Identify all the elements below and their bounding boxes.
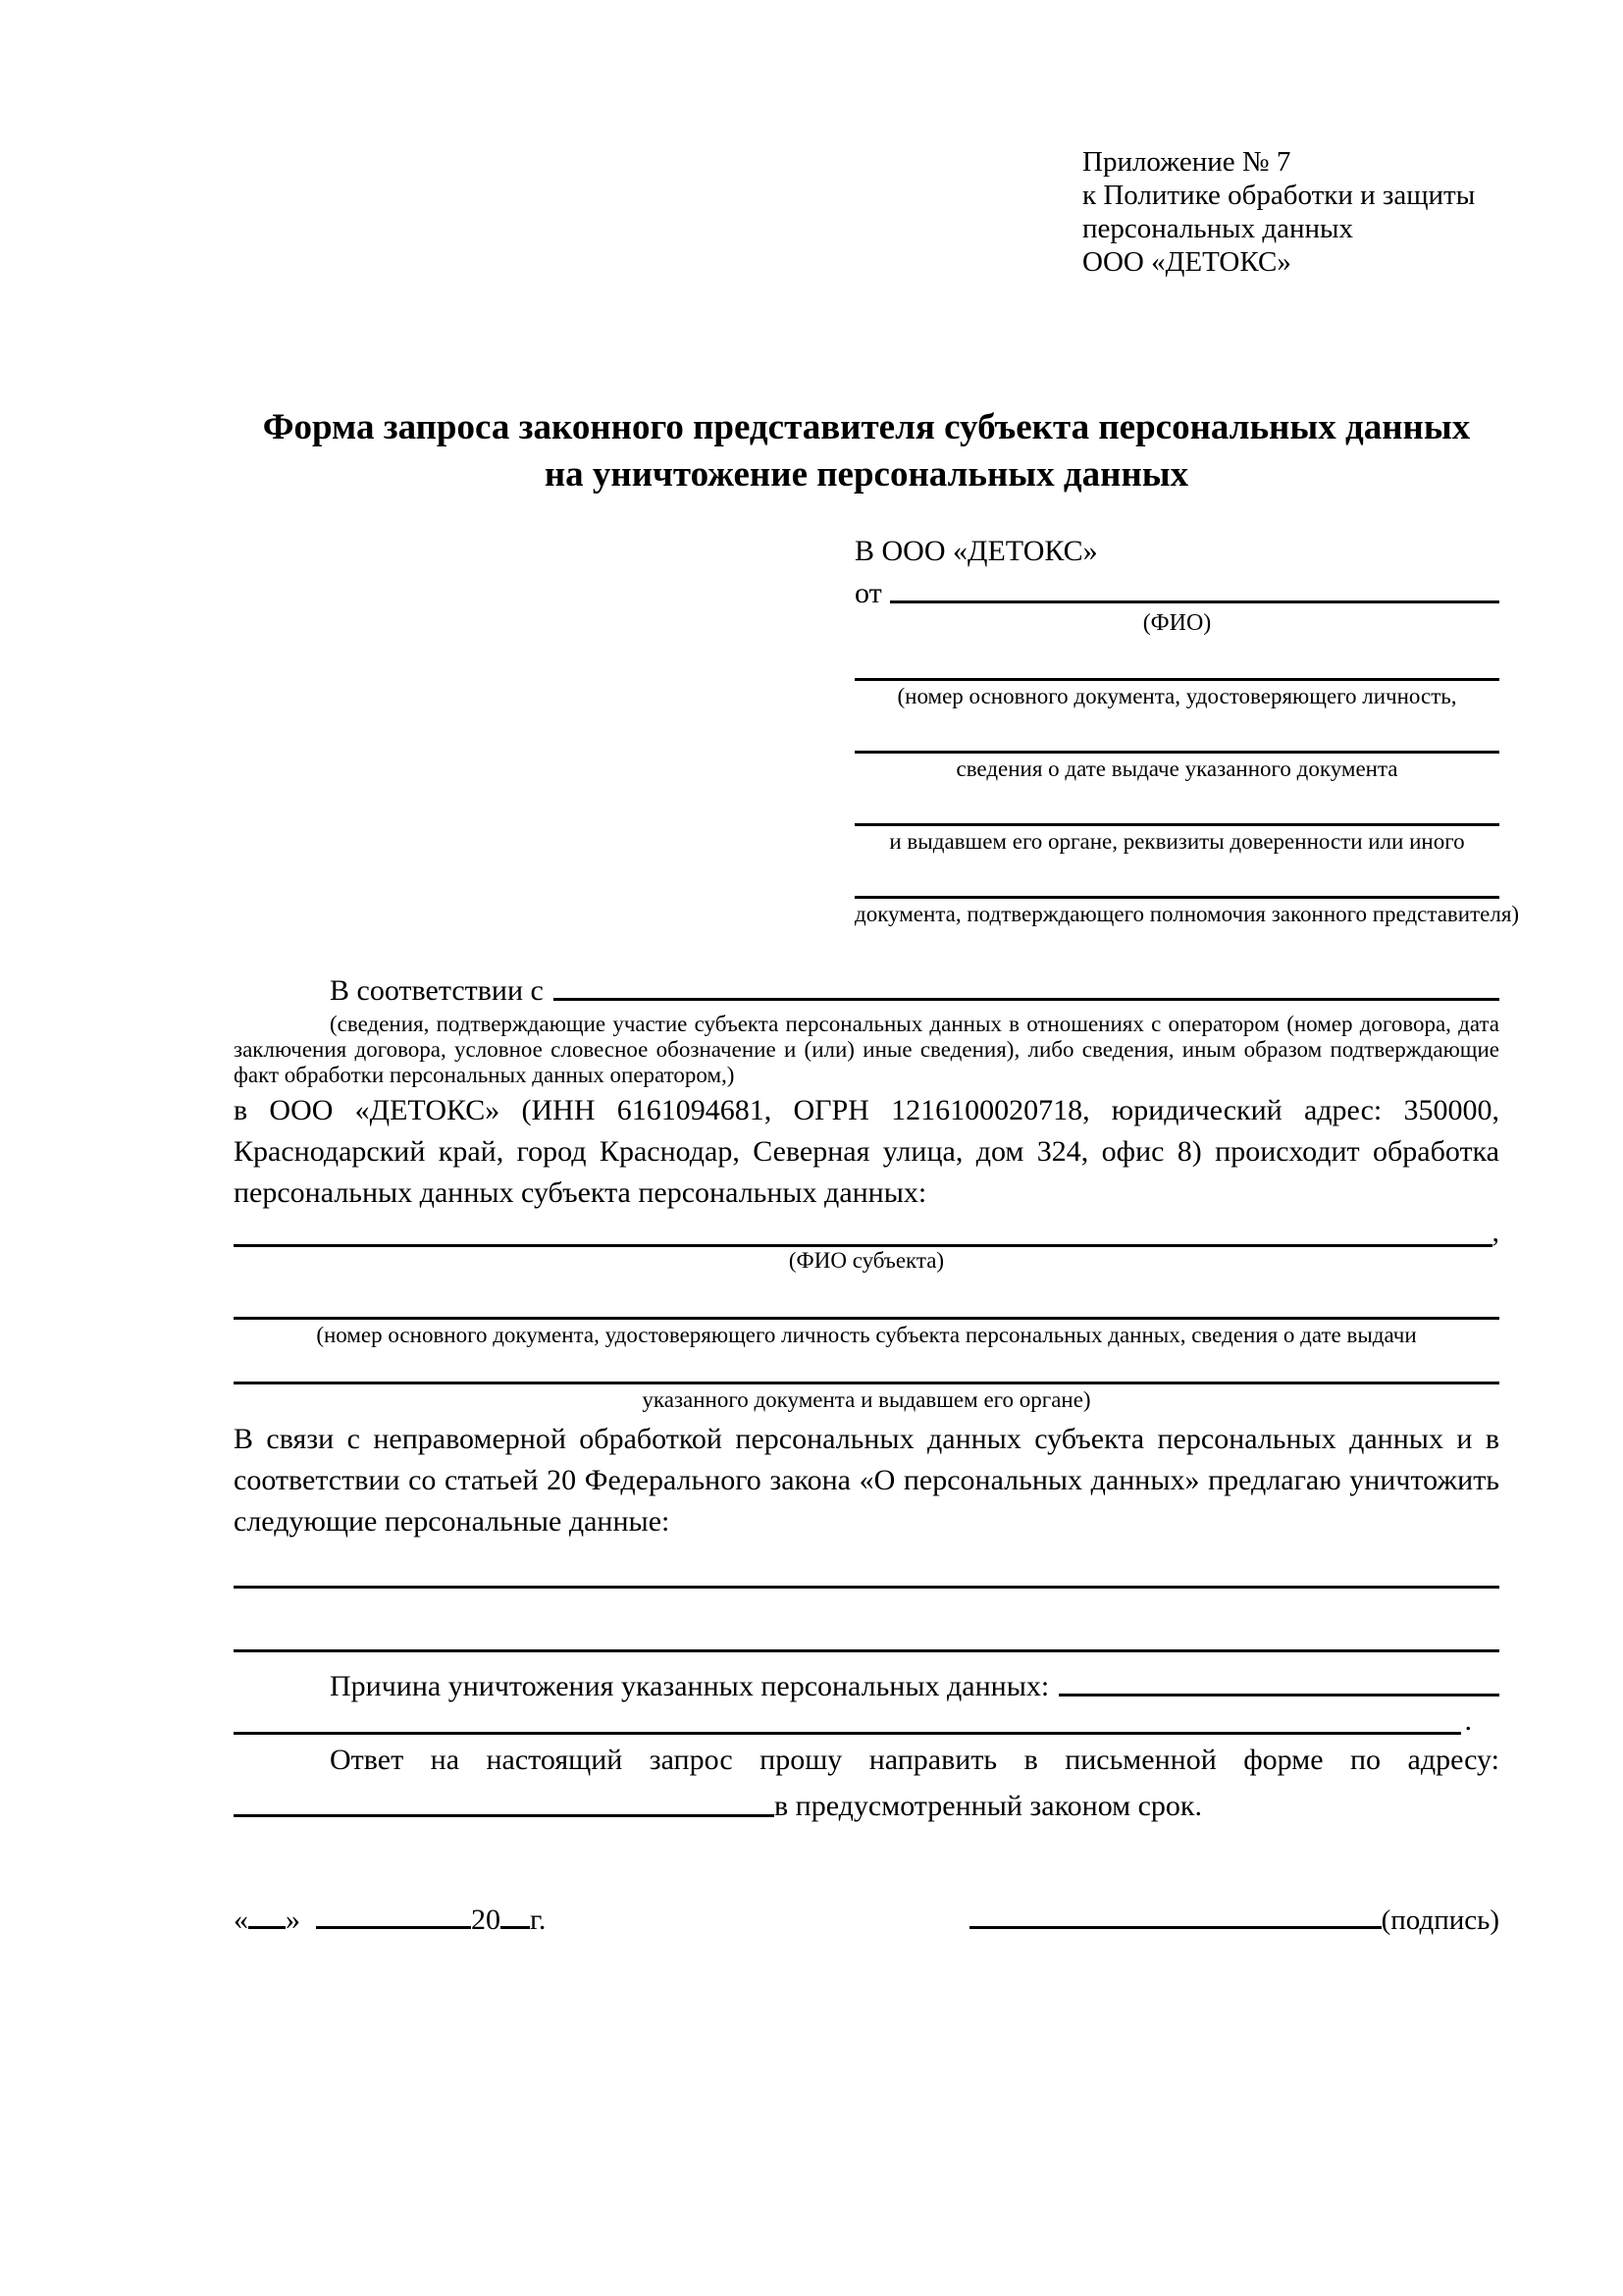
date-field <box>234 1904 546 1937</box>
subject-doc-blank-line-2 <box>234 1352 1499 1384</box>
representative-doc-blank-line-2 <box>855 717 1499 754</box>
year-blank-line <box>500 1924 530 1929</box>
document-content <box>234 0 1520 1949</box>
address-row <box>234 1782 1499 1823</box>
signature-field <box>969 1904 1499 1937</box>
accordance-label: В соответствии с <box>330 974 544 1007</box>
representative-doc-blank-line-3 <box>855 790 1499 826</box>
address-blank-line <box>234 1814 774 1817</box>
answer-tail-text: в предусмотренный законом срок. <box>774 1790 1202 1822</box>
from-row <box>855 571 1499 610</box>
signature-blank-line <box>969 1924 1382 1929</box>
appendix-note-line-1: Приложение № 7 <box>1082 146 1291 178</box>
subject-fio-row <box>234 1214 1499 1247</box>
reason-continuation-blank-line <box>234 1732 1461 1735</box>
representative-fio-blank-line <box>890 600 1499 603</box>
date-close-quote: » <box>286 1904 300 1936</box>
reason-label: Причина уничтожения указанных персональных данных: <box>330 1670 1050 1702</box>
appendix-note-line-2: к Политике обработки и защиты <box>1082 180 1476 211</box>
subject-fio-comma: , <box>1492 1216 1499 1248</box>
accordance-row <box>234 966 1499 1008</box>
answer-paragraph: Ответ на настоящий запрос прошу направить в письменной форме по адресу: <box>330 1744 1499 1776</box>
appendix-note <box>1082 0 1499 279</box>
subject-fio-caption: (ФИО субъекта) <box>788 1248 945 1273</box>
recipient-block <box>855 532 1520 927</box>
representative-doc-caption-4: документа, подтверждающего полномочия законного представителя) <box>855 902 1520 926</box>
month-blank-line <box>316 1924 471 1929</box>
subject-doc-caption-1: (номер основного документа, удостоверяющего личность субъекта персональных данных, сведения о дате выдачи <box>316 1323 1417 1347</box>
demand-paragraph: В связи с неправомерной обработкой персональных данных субъекта персональных данных и в соответствии со статьей 20 Федерального закона «О персональных данных» предлагаю уничтожить следующие персональные данные: <box>234 1423 1499 1538</box>
year-suffix: г. <box>530 1904 547 1936</box>
document-title-line-1: Форма запроса законного представителя субъекта персональных данных <box>262 407 1471 447</box>
year-prefix: 20 <box>471 1904 500 1936</box>
representative-doc-blank-line-4 <box>855 862 1499 899</box>
representative-doc-blank-line-1 <box>855 645 1499 681</box>
appendix-note-line-3: персональных данных <box>1082 213 1354 244</box>
representative-doc-caption-3: и выдавшем его органе, реквизиты доверенности или иного <box>889 829 1465 854</box>
representative-doc-group-2 <box>855 717 1499 782</box>
accordance-footnote: (сведения, подтверждающие участие субъекта персональных данных в отношениях с оператором (номер договора, дата заключения договора, условное словесное обозначение и (или) иные сведения), либо сведения, иным образом подтверждающие факт обработки персональных данных оператором,) <box>234 1012 1499 1087</box>
from-label: от <box>855 577 882 609</box>
reason-blank-line <box>1059 1694 1499 1696</box>
representative-doc-group-4 <box>855 862 1520 927</box>
subject-doc-blank-line-1 <box>234 1287 1499 1320</box>
representative-fio-caption: (ФИО) <box>1142 610 1212 636</box>
data-to-destroy-blank-line-2 <box>234 1618 1499 1652</box>
reason-row <box>234 1660 1499 1703</box>
data-to-destroy-blank-line-1 <box>234 1554 1499 1589</box>
appendix-note-line-4: ООО «ДЕТОКС» <box>1082 246 1291 278</box>
representative-doc-group-1 <box>855 645 1499 709</box>
representative-doc-group-3 <box>855 790 1499 855</box>
date-open-quote: « <box>234 1904 248 1936</box>
footer-row <box>234 1904 1499 1949</box>
signature-caption: (подпись) <box>1381 1905 1499 1936</box>
reason-continuation-row <box>234 1703 1499 1735</box>
representative-doc-caption-2: сведения о дате выдаче указанного документа <box>956 757 1398 781</box>
operator-paragraph: в ООО «ДЕТОКС» (ИНН 6161094681, ОГРН 1216100020718, юридический адрес: 350000, Краснодарский край, город Краснодар, Северная улица, дом 324, офис 8) происходит обработка персональных данных субъекта персональных данных: <box>234 1094 1499 1209</box>
representative-doc-caption-1: (номер основного документа, удостоверяющего личность, <box>897 684 1457 708</box>
subject-doc-caption-2: указанного документа и выдавшем его органе) <box>642 1387 1091 1412</box>
reason-period: . <box>1464 1704 1472 1737</box>
recipient-to: В ООО «ДЕТОКС» <box>855 535 1098 567</box>
day-blank-line <box>248 1924 286 1929</box>
document-title-line-2: на уничтожение персональных данных <box>544 454 1189 495</box>
accordance-blank-line <box>553 998 1499 1001</box>
document-title <box>234 404 1499 498</box>
